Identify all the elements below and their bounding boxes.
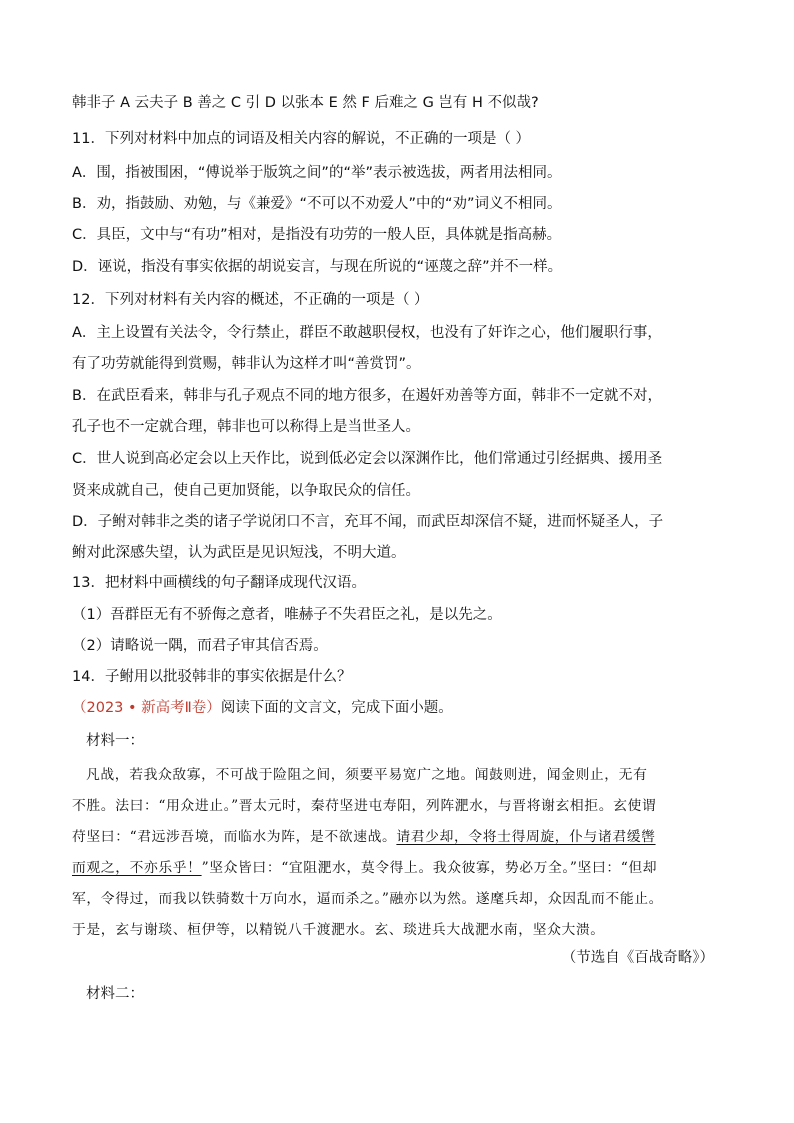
- passage-text: ”坚众皆曰：“宜阻淝水，莫令得上。我众彼寡，势必万全。”坚曰：“但却: [201, 860, 658, 876]
- q12-option-c-line1: C．世人说到高必定会以上天作比，说到低必定会以深渊作比，他们常通过引经据典、援用圣: [72, 451, 663, 467]
- q12-option-a-line1: A．主上设置有关法令，令行禁止，群臣不敢越职侵权，也没有了奸诈之心，他们履职行事，: [72, 325, 662, 341]
- passage-text: 苻坚曰：“君远涉吾境，而临水为阵，是不欲速战。: [72, 829, 397, 845]
- question-12: 12．下列对材料有关内容的概述，不正确的一项是（ ）: [72, 292, 429, 308]
- instruction: 阅读下面的文言文，完成下面小题。: [220, 700, 453, 716]
- q12-option-a-line2: 有了功劳就能得到赏赐，韩非认为这样才叫“善赏罚”。: [72, 356, 421, 372]
- material-2-heading: 材料二：: [86, 986, 144, 1002]
- underlined-sentence: 而观之，不亦乐乎！: [72, 860, 202, 876]
- q12-option-b-line2: 孔子也不一定就合理，韩非也可以称得上是当世圣人。: [72, 419, 420, 435]
- citation: （节选自《百战奇略》）: [561, 950, 714, 966]
- answer-options-line: 韩非子 A 云夫子 B 善之 C 引 D 以张本 E 然 F 后难之 G 岂有 H 不似哉?: [72, 95, 539, 111]
- q12-option-b-line1: B．在武臣看来，韩非与孔子观点不同的地方很多，在遏奸劝善等方面，韩非不一定就不对，: [72, 388, 662, 404]
- q11-option-b: B．劝，指鼓励、劝勉，与《兼爱》“不可以不劝爱人”中的“劝”词义不相同。: [72, 196, 562, 212]
- q12-option-c-line2: 贤来成就自己，使自己更加贤能，以争取民众的信任。: [72, 483, 420, 499]
- q12-option-d-line1: D．子鲋对韩非之类的诸子学说闭口不言，充耳不闻，而武臣却深信不疑，进而怀疑圣人，子: [72, 514, 664, 530]
- q13-part-2: （2）请略说一隅，而君子审其信否焉。: [72, 638, 328, 654]
- q11-option-d: D．诬说，指没有事实依据的胡说妄言，与现在所说的“诬蔑之辞”并不一样。: [72, 259, 563, 275]
- passage-line-4: [72, 858, 657, 878]
- q11-option-c: C．具臣，文中与“有功”相对，是指没有功劳的一般人臣，具体就是指高赫。: [72, 227, 562, 243]
- q11-option-a: A．围，指被围困，“傅说举于版筑之间”的“举”表示被选拔，两者用法相同。: [72, 165, 562, 181]
- source-line: [72, 698, 453, 718]
- passage-line-2: 不胜。法曰：“用众进止。”晋太元时，秦苻坚进屯寿阳，列阵淝水，与晋将谢玄相拒。玄使谓: [72, 798, 657, 814]
- passage-line-1: 凡战，若我众敌寡，不可战于险阻之间，须要平易宽广之地。闻鼓则进，闻金则止，无有: [86, 767, 648, 783]
- passage-line-6: 于是，玄与谢琰、桓伊等，以精锐八千渡淝水。玄、琰进兵大战淝水南，坚众大溃。: [72, 922, 605, 938]
- passage-line-5: 军，令得过，而我以铁骑数十万向水，逼而杀之。”融亦以为然。遂麾兵却，众因乱而不能止。: [72, 891, 664, 907]
- q13-part-1: （1）吾群臣无有不骄侮之意者，唯赫子不失君臣之礼，是以先之。: [72, 607, 502, 623]
- underlined-sentence: 请君少却，令将士得周旋，仆与诸君缓辔: [396, 829, 656, 845]
- q12-option-d-line2: 鲋对此深感失望，认为武臣是见识短浅，不明大道。: [72, 545, 406, 561]
- exam-source: （2023 • 新高考Ⅱ卷）: [72, 700, 221, 716]
- passage-line-3: [72, 827, 656, 847]
- material-1-heading: 材料一：: [86, 733, 144, 749]
- question-11: 11．下列对材料中加点的词语及相关内容的解说，不正确的一项是（ ）: [72, 131, 531, 147]
- question-13: 13．把材料中画横线的句子翻译成现代汉语。: [72, 575, 366, 591]
- question-14: 14．子鲋用以批驳韩非的事实依据是什么？: [72, 669, 352, 685]
